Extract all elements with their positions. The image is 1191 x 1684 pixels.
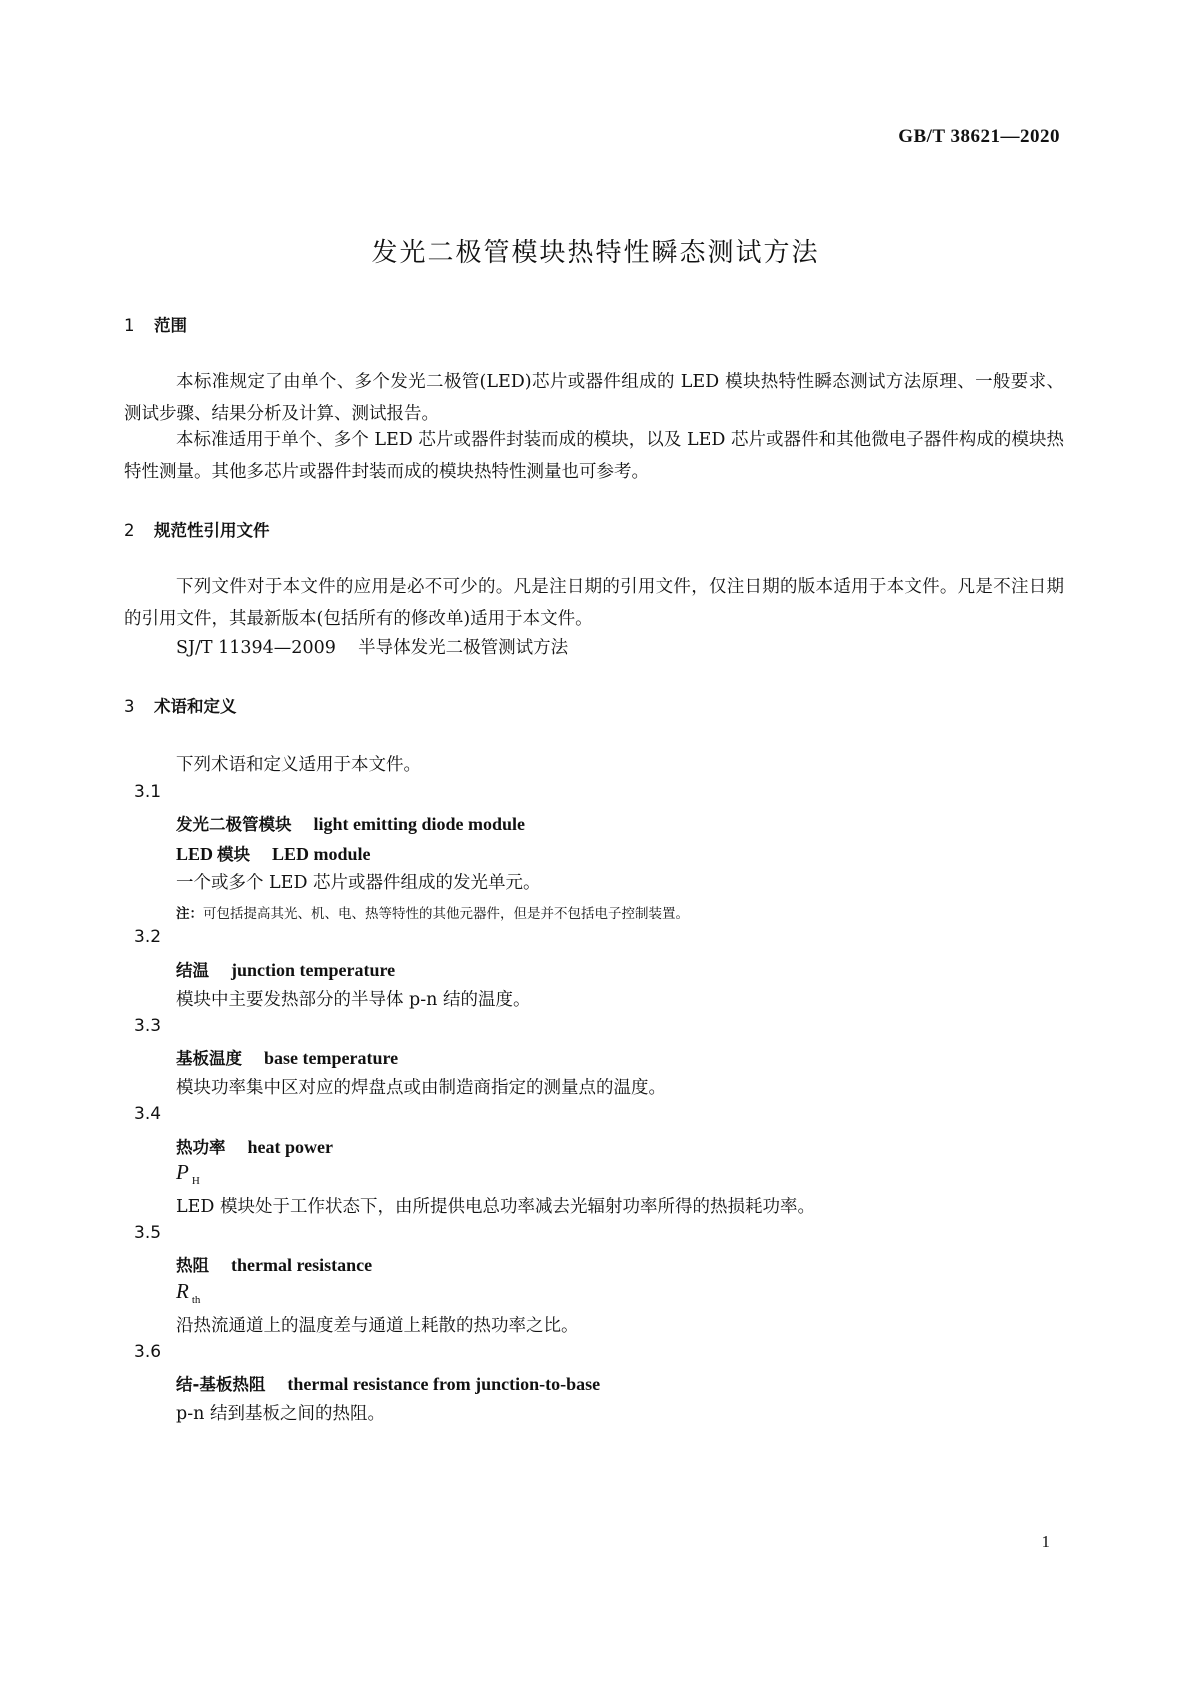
section-title: 术语和定义: [154, 697, 237, 716]
term-en: base temperature: [264, 1048, 399, 1068]
term-heading: [176, 1252, 372, 1276]
section-number: 3: [124, 697, 135, 716]
clause-number: 3.3: [134, 1016, 162, 1036]
note-label: 注：: [176, 906, 203, 922]
section-number: 1: [124, 316, 135, 335]
term-zh: 热功率: [176, 1138, 226, 1157]
admitted-term-latin: LED: [176, 844, 214, 864]
clause-number: 3.2: [134, 927, 162, 947]
symbol-subscript: th: [191, 1294, 201, 1307]
terms-intro: 下列术语和定义适用于本文件。: [176, 755, 421, 775]
admitted-term-en: LED module: [272, 844, 371, 864]
clause-number: 3.5: [134, 1223, 162, 1243]
term-note: [176, 902, 689, 922]
section-title: 范围: [154, 316, 187, 335]
paragraph: 本标准适用于单个、多个 LED 芯片或器件封装而成的模块，以及 LED 芯片或器件和其他微电子器件构成的模块热特性测量。其他多芯片或器件封装而成的模块热特性测量也可参考。: [124, 430, 1064, 482]
term-definition: LED 模块处于工作状态下，由所提供电总功率减去光辐射功率所得的热损耗功率。: [176, 1197, 815, 1217]
term-zh: 发光二极管模块: [176, 815, 292, 834]
term-en: thermal resistance from junction-to-base: [287, 1374, 601, 1394]
term-definition: 一个或多个 LED 芯片或器件组成的发光单元。: [176, 873, 541, 893]
symbol-subscript: H: [191, 1175, 200, 1188]
symbol-letter: P: [176, 1160, 189, 1184]
clause-number: 3.4: [134, 1104, 162, 1124]
term-symbol: [176, 1160, 200, 1187]
section-number: 2: [124, 521, 135, 540]
admitted-term: [176, 841, 371, 865]
term-definition: 模块中主要发热部分的半导体 p-n 结的温度。: [176, 990, 531, 1010]
normative-reference: [176, 634, 568, 659]
section-2-heading: [124, 517, 270, 541]
reference-code: SJ/T 11394—2009: [176, 638, 336, 658]
term-heading: [176, 1045, 398, 1069]
term-en: light emitting diode module: [313, 814, 526, 834]
paragraph: 本标准规定了由单个、多个发光二极管(LED)芯片或器件组成的 LED 模块热特性瞬态测试方法原理、一般要求、测试步骤、结果分析及计算、测试报告。: [124, 372, 1064, 424]
reference-title: 半导体发光二极管测试方法: [358, 638, 569, 658]
term-definition: p-n 结到基板之间的热阻。: [176, 1404, 385, 1424]
standard-code: GB/T 38621—2020: [898, 126, 1060, 147]
term-heading: [176, 811, 525, 835]
term-definition: 沿热流通道上的温度差与通道上耗散的热功率之比。: [176, 1316, 579, 1336]
note-text: 可包括提高其光、机、电、热等特性的其他元器件，但是并不包括电子控制装置。: [203, 906, 689, 922]
term-en: junction temperature: [231, 960, 396, 980]
term-heading: [176, 957, 395, 981]
term-zh: 结-基板热阻: [176, 1375, 266, 1394]
term-heading: [176, 1134, 333, 1158]
term-en: heat power: [247, 1137, 333, 1157]
admitted-term-zh: 模块: [217, 845, 251, 864]
section-1-heading: [124, 312, 187, 336]
document-title: 发光二极管模块热特性瞬态测试方法: [371, 238, 820, 268]
term-definition: 模块功率集中区对应的焊盘点或由制造商指定的测量点的温度。: [176, 1078, 666, 1098]
page-number: 1: [1041, 1532, 1050, 1551]
term-zh: 结温: [176, 961, 209, 980]
paragraph: 下列文件对于本文件的应用是必不可少的。凡是注日期的引用文件，仅注日期的版本适用于本文件。凡是不注日期的引用文件，其最新版本(包括所有的修改单)适用于本文件。: [124, 577, 1064, 629]
section-3-heading: [124, 693, 237, 717]
section-title: 规范性引用文件: [154, 521, 270, 540]
clause-number: 3.1: [134, 782, 162, 802]
clause-number: 3.6: [134, 1342, 162, 1362]
term-en: thermal resistance: [231, 1255, 373, 1275]
term-heading: [176, 1371, 600, 1395]
term-symbol: [176, 1279, 200, 1306]
term-zh: 基板温度: [176, 1049, 242, 1068]
symbol-letter: R: [176, 1279, 189, 1303]
term-zh: 热阻: [176, 1256, 209, 1275]
